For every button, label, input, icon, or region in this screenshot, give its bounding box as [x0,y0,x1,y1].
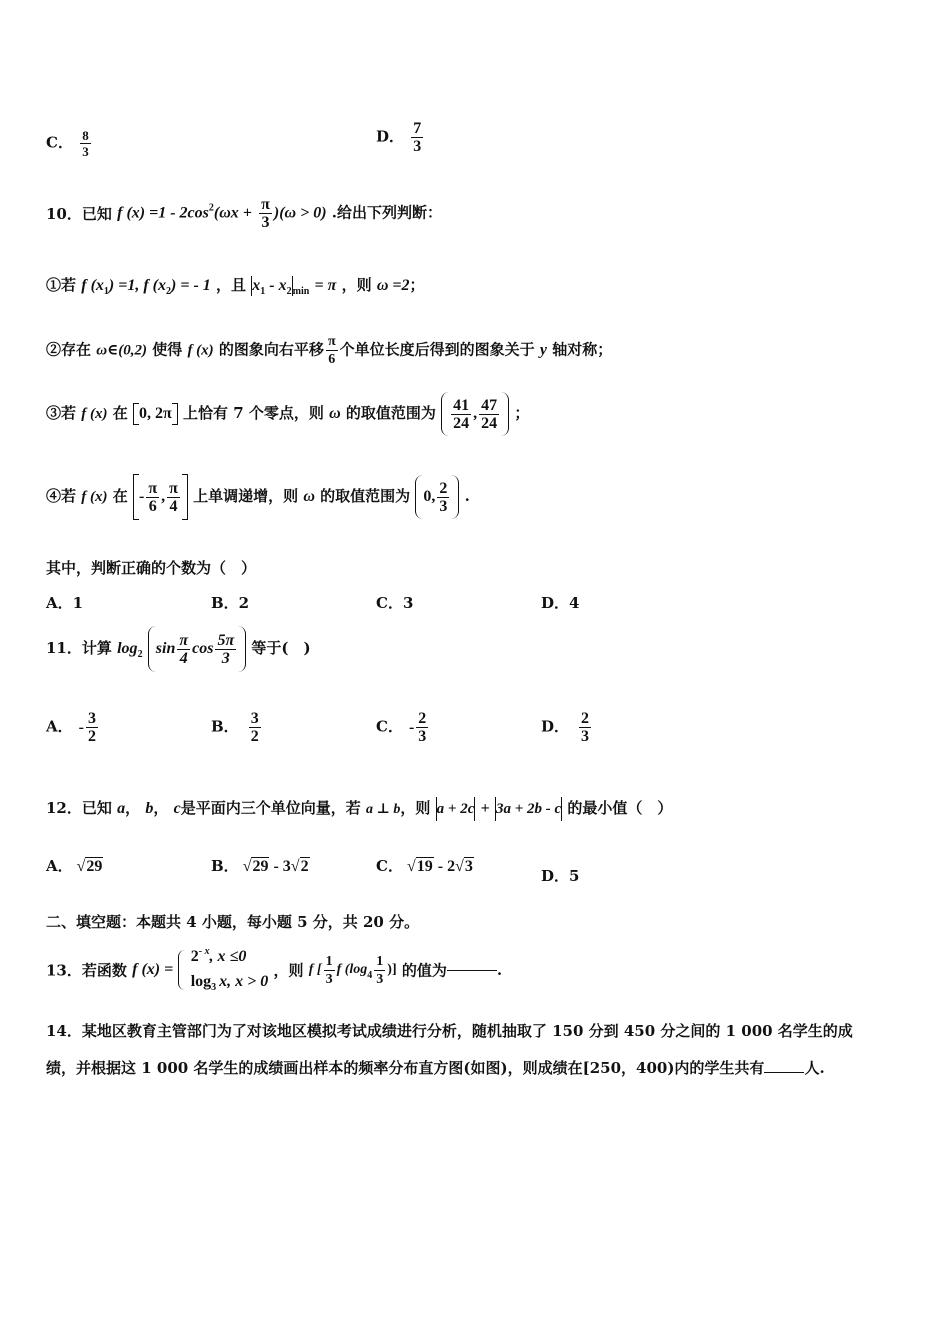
q10-option-c[interactable]: C．3 [376,594,414,612]
q10-option-d[interactable]: D．4 [541,594,580,612]
q11-stem: 11．计算 $\log_2 \sin$ $\frac{\pi}{4}$ cos $\frac{5\pi}{3}$ 等于( ) [46,626,311,672]
q11-option-c[interactable]: C． - $\frac{2}{3}$ [376,710,427,745]
answer-blank[interactable] [764,1072,804,1073]
q10-statement-1: ①若 f $(x_1) =1$, f $(x_2)$ = - 1 ，且 $x_1 - x_{2min} = \pi$ ，则 ω =2； [46,276,425,297]
q12-option-b[interactable]: B． √29 - 3√2 [211,857,309,875]
fraction: $\frac{7}{3}$ [413,120,422,155]
q9-option-c[interactable]: C． $\frac{8}{3}$ [46,128,89,159]
section-heading: 二、填空题：本题共 4 小题，每小题 5 分，共 20 分。 [46,913,420,931]
q14-line-1: 14．某地区教育主管部门为了对该地区模拟考试成绩进行分析，随机抽取了 150 分到 450 分之间的 1 000 名学生的成 [46,1022,853,1040]
q9-option-d[interactable]: D． $\frac{7}{3}$ [376,120,422,155]
q13-stem: 13．若函数 f (x) = $2^{- x}$, x ≤0 $\log_3 x$, x > 0 ，则 f [ $\frac{1}{3}$ f ($\log_4$ $\frac{1}{3}$ )] 的值为 . [46,946,503,993]
answer-blank[interactable] [447,970,497,971]
q10-option-a[interactable]: A．1 [46,594,84,612]
q10-statement-3: ③若 f (x) 在 0, 2π 上恰有 7 个零点，则 ω 的取值范围为 $\frac{41}{24}$ , $\frac{47}{24}$ ； [46,392,529,436]
q12-option-a[interactable]: A． √29 [46,857,103,875]
q11-option-a[interactable]: A． - $\frac{3}{2}$ [46,710,96,745]
q14-line-2: 绩，并根据这 1 000 名学生的成绩画出样本的频率分布直方图(如图)，则成绩在[250，400)内的学生共有 人. [46,1059,825,1077]
q10-statement-2: ②存在 ω∈(0,2) 使得 f (x) 的图象向右平移 $\frac{\pi}{6}$ 个单位长度后得到的图象关于 y 轴对称； [46,334,613,367]
q10-option-b[interactable]: B．2 [211,594,250,612]
q12-option-c[interactable]: C． √19 - 2√3 [376,857,473,875]
fraction: $\frac{8}{3}$ [82,128,89,159]
q11-option-d[interactable]: D． $\frac{2}{3}$ [541,710,590,745]
q10-statement-4: ④若 f (x) 在 - $\frac{\pi}{6}$ , $\frac{\pi}{4}$ 上单调递增，则 ω 的取值范围为 0, $\frac{2}{3}$ . [46,474,470,520]
q10-question: 其中，判断正确的个数为（ ） [46,559,257,577]
q10-stem: 10．已知 f $(x) =1 - 2\cos^2(\omega x$ + $\frac{\pi}{3}$ )(ω > 0) .给出下列判断： [46,196,443,231]
q12-stem: 12．已知 a， b， c是平面内三个单位向量，若 a ⊥ b，则 a + 2c + 3a + 2b - c 的最小值（ ） [46,797,672,821]
q12-option-d[interactable]: D．5 [541,867,580,885]
q11-option-b[interactable]: B． $\frac{3}{2}$ [211,710,259,745]
